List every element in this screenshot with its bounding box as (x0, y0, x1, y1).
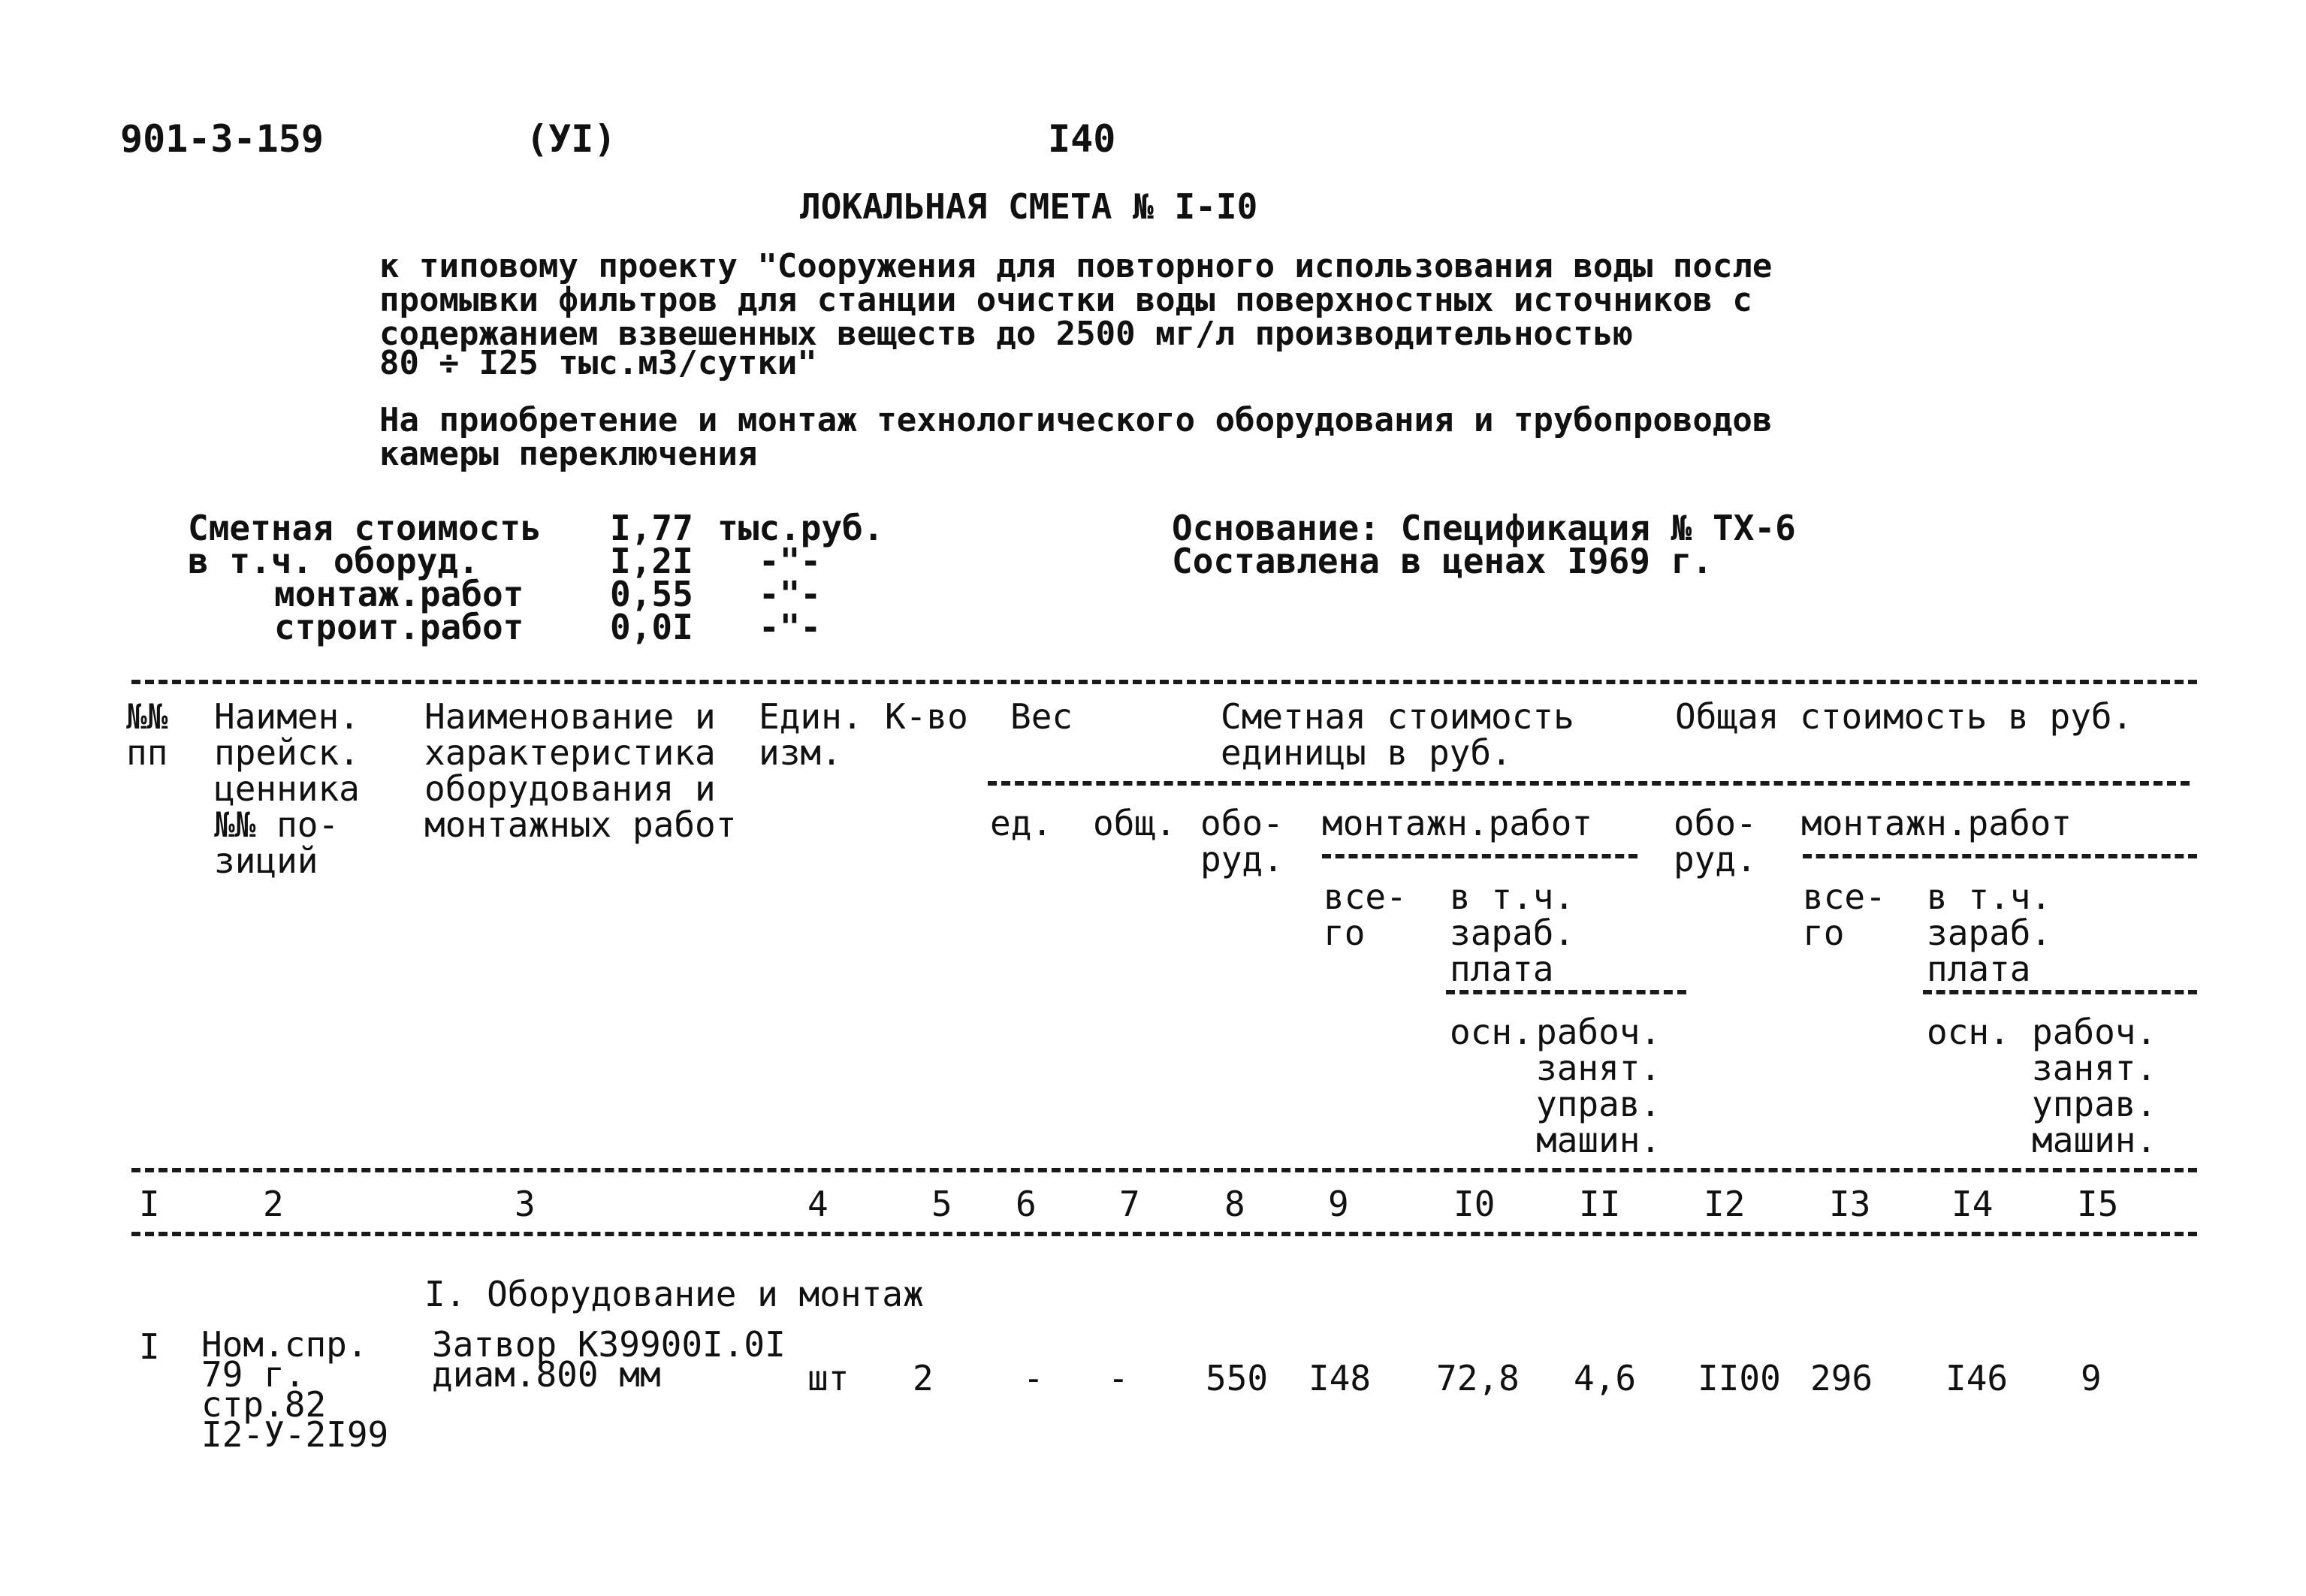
basis-line: Составлена в ценах I969 г. (1172, 541, 1713, 581)
col-header-unit-equip: обо- руд. (1200, 803, 1284, 879)
cell-total-wage-rab: 9 (2081, 1358, 2102, 1398)
cell-total-equip: II00 (1698, 1358, 1781, 1398)
cost-unit: -"- (759, 607, 822, 647)
col-header-pricelist: Наимен. прейск. ценника №№ по- зиций (214, 696, 360, 881)
mount-subrule-unit (1322, 854, 1637, 858)
cell-name: Затвор К39900I.0I диам.800 мм (432, 1324, 786, 1395)
project-description-line: 80 ÷ I25 тыс.м3/сутки" (379, 344, 817, 382)
purpose-line: камеры переключения (379, 435, 758, 473)
basis-line: Основание: Спецификация № ТХ-6 (1172, 508, 1796, 548)
col-header-unit-rab: рабоч. занят. управ. машин. (1536, 1012, 1662, 1160)
cell-total-wage-osn: I46 (1945, 1358, 2009, 1398)
column-number: I (139, 1184, 160, 1224)
cell-unit: шт (807, 1358, 850, 1398)
col-header-unit-all: все- го (1324, 876, 1407, 953)
col-header-number: №№ пп (126, 696, 168, 773)
section-title: I. Оборудование и монтаж (424, 1274, 924, 1314)
col-header-total-mount: монтажн.работ (1801, 803, 2072, 843)
cost-label: монтаж.работ (274, 574, 524, 614)
col-header-total-rab: рабоч. занят. управ. машин. (2032, 1012, 2157, 1160)
cost-unit: -"- (759, 541, 822, 581)
column-number: I0 (1453, 1184, 1496, 1224)
document-code: 901-3-159 (120, 117, 324, 161)
page-number: I40 (1048, 117, 1116, 161)
wage-subrule-unit (1446, 990, 1686, 994)
cell-unit-wage-rab: 4,6 (1574, 1358, 1637, 1398)
col-header-total-wage: в т.ч. зараб. плата (1927, 876, 2052, 989)
column-number: I3 (1829, 1184, 1871, 1224)
cost-unit: тыс.руб. (717, 508, 884, 548)
column-number: I2 (1704, 1184, 1746, 1224)
cell-unit-wage-osn: 72,8 (1436, 1358, 1520, 1398)
cell-weight-unit: - (1023, 1358, 1044, 1398)
column-number: 2 (263, 1184, 284, 1224)
col-header-unit-mount: монтажн.работ (1322, 803, 1593, 843)
col-header-unit: Един. изм. (759, 696, 863, 773)
header-subrule (988, 781, 2190, 786)
cost-value: I,2I (610, 541, 693, 581)
column-number: 4 (807, 1184, 829, 1224)
column-number: I5 (2077, 1184, 2119, 1224)
col-header-unit-cost: Сметная стоимость единицы в руб. (1221, 696, 1574, 773)
cost-value: 0,0I (610, 607, 693, 647)
cell-unit-equip: 550 (1206, 1358, 1269, 1398)
cost-label: в т.ч. оборуд. (188, 541, 479, 581)
colnum-bottom-rule (131, 1232, 2197, 1236)
col-header-total-equip: обо- руд. (1674, 803, 1757, 879)
col-header-unit-wage: в т.ч. зараб. плата (1450, 876, 1575, 989)
column-number: 9 (1328, 1184, 1349, 1224)
cost-label: строит.работ (274, 607, 524, 647)
table-top-rule (131, 680, 2197, 684)
column-number: 6 (1016, 1184, 1037, 1224)
cell-total-mount-all: 296 (1810, 1358, 1873, 1398)
column-number: 3 (515, 1184, 536, 1224)
mount-subrule-total (1803, 854, 2197, 858)
column-number: 7 (1119, 1184, 1140, 1224)
cell-weight-total: - (1108, 1358, 1129, 1398)
col-header-total-cost: Общая стоимость в руб. (1675, 696, 2133, 737)
cost-value: 0,55 (610, 574, 693, 614)
col-header-name: Наименование и характеристика оборудования и монтажных работ (424, 696, 737, 845)
header-bottom-rule (131, 1168, 2197, 1172)
col-header-weight-unit: ед. (990, 803, 1053, 843)
cell-qty: 2 (913, 1358, 934, 1398)
project-description-line: промывки фильтров для станции очистки воды поверхностных источников с (379, 281, 1752, 319)
col-header-total-all: все- го (1803, 876, 1886, 953)
cell-unit-mount-all: I48 (1308, 1358, 1372, 1398)
project-description-line: содержанием взвешенных веществ до 2500 мг/л производительностью (379, 315, 1633, 353)
col-header-total-osn: осн. (1927, 1012, 2010, 1052)
cost-unit: -"- (759, 574, 822, 614)
cost-value: I,77 (610, 508, 693, 548)
purpose-line: На приобретение и монтаж технологического оборудования и трубопроводов (379, 401, 1773, 439)
section-number: (УI) (526, 117, 617, 161)
cell-number: I (139, 1326, 160, 1367)
col-header-weight: Вес (1010, 696, 1073, 737)
cell-pricelist: Ном.спр. 79 г. стр.82 I2-У-2I99 (201, 1324, 389, 1455)
wage-subrule-total (1923, 990, 2197, 994)
column-number: II (1579, 1184, 1621, 1224)
col-header-qty: К-во (885, 696, 968, 737)
project-description-line: к типовому проекту "Сооружения для повторного использования воды после (379, 247, 1773, 285)
column-number: I4 (1951, 1184, 1994, 1224)
column-number: 8 (1224, 1184, 1245, 1224)
cost-label: Сметная стоимость (188, 508, 542, 548)
col-header-weight-total: общ. (1093, 803, 1176, 843)
col-header-unit-osn: осн. (1450, 1012, 1533, 1052)
column-number: 5 (931, 1184, 952, 1224)
document-title: ЛОКАЛЬНАЯ СМЕТА № I-I0 (800, 186, 1258, 227)
